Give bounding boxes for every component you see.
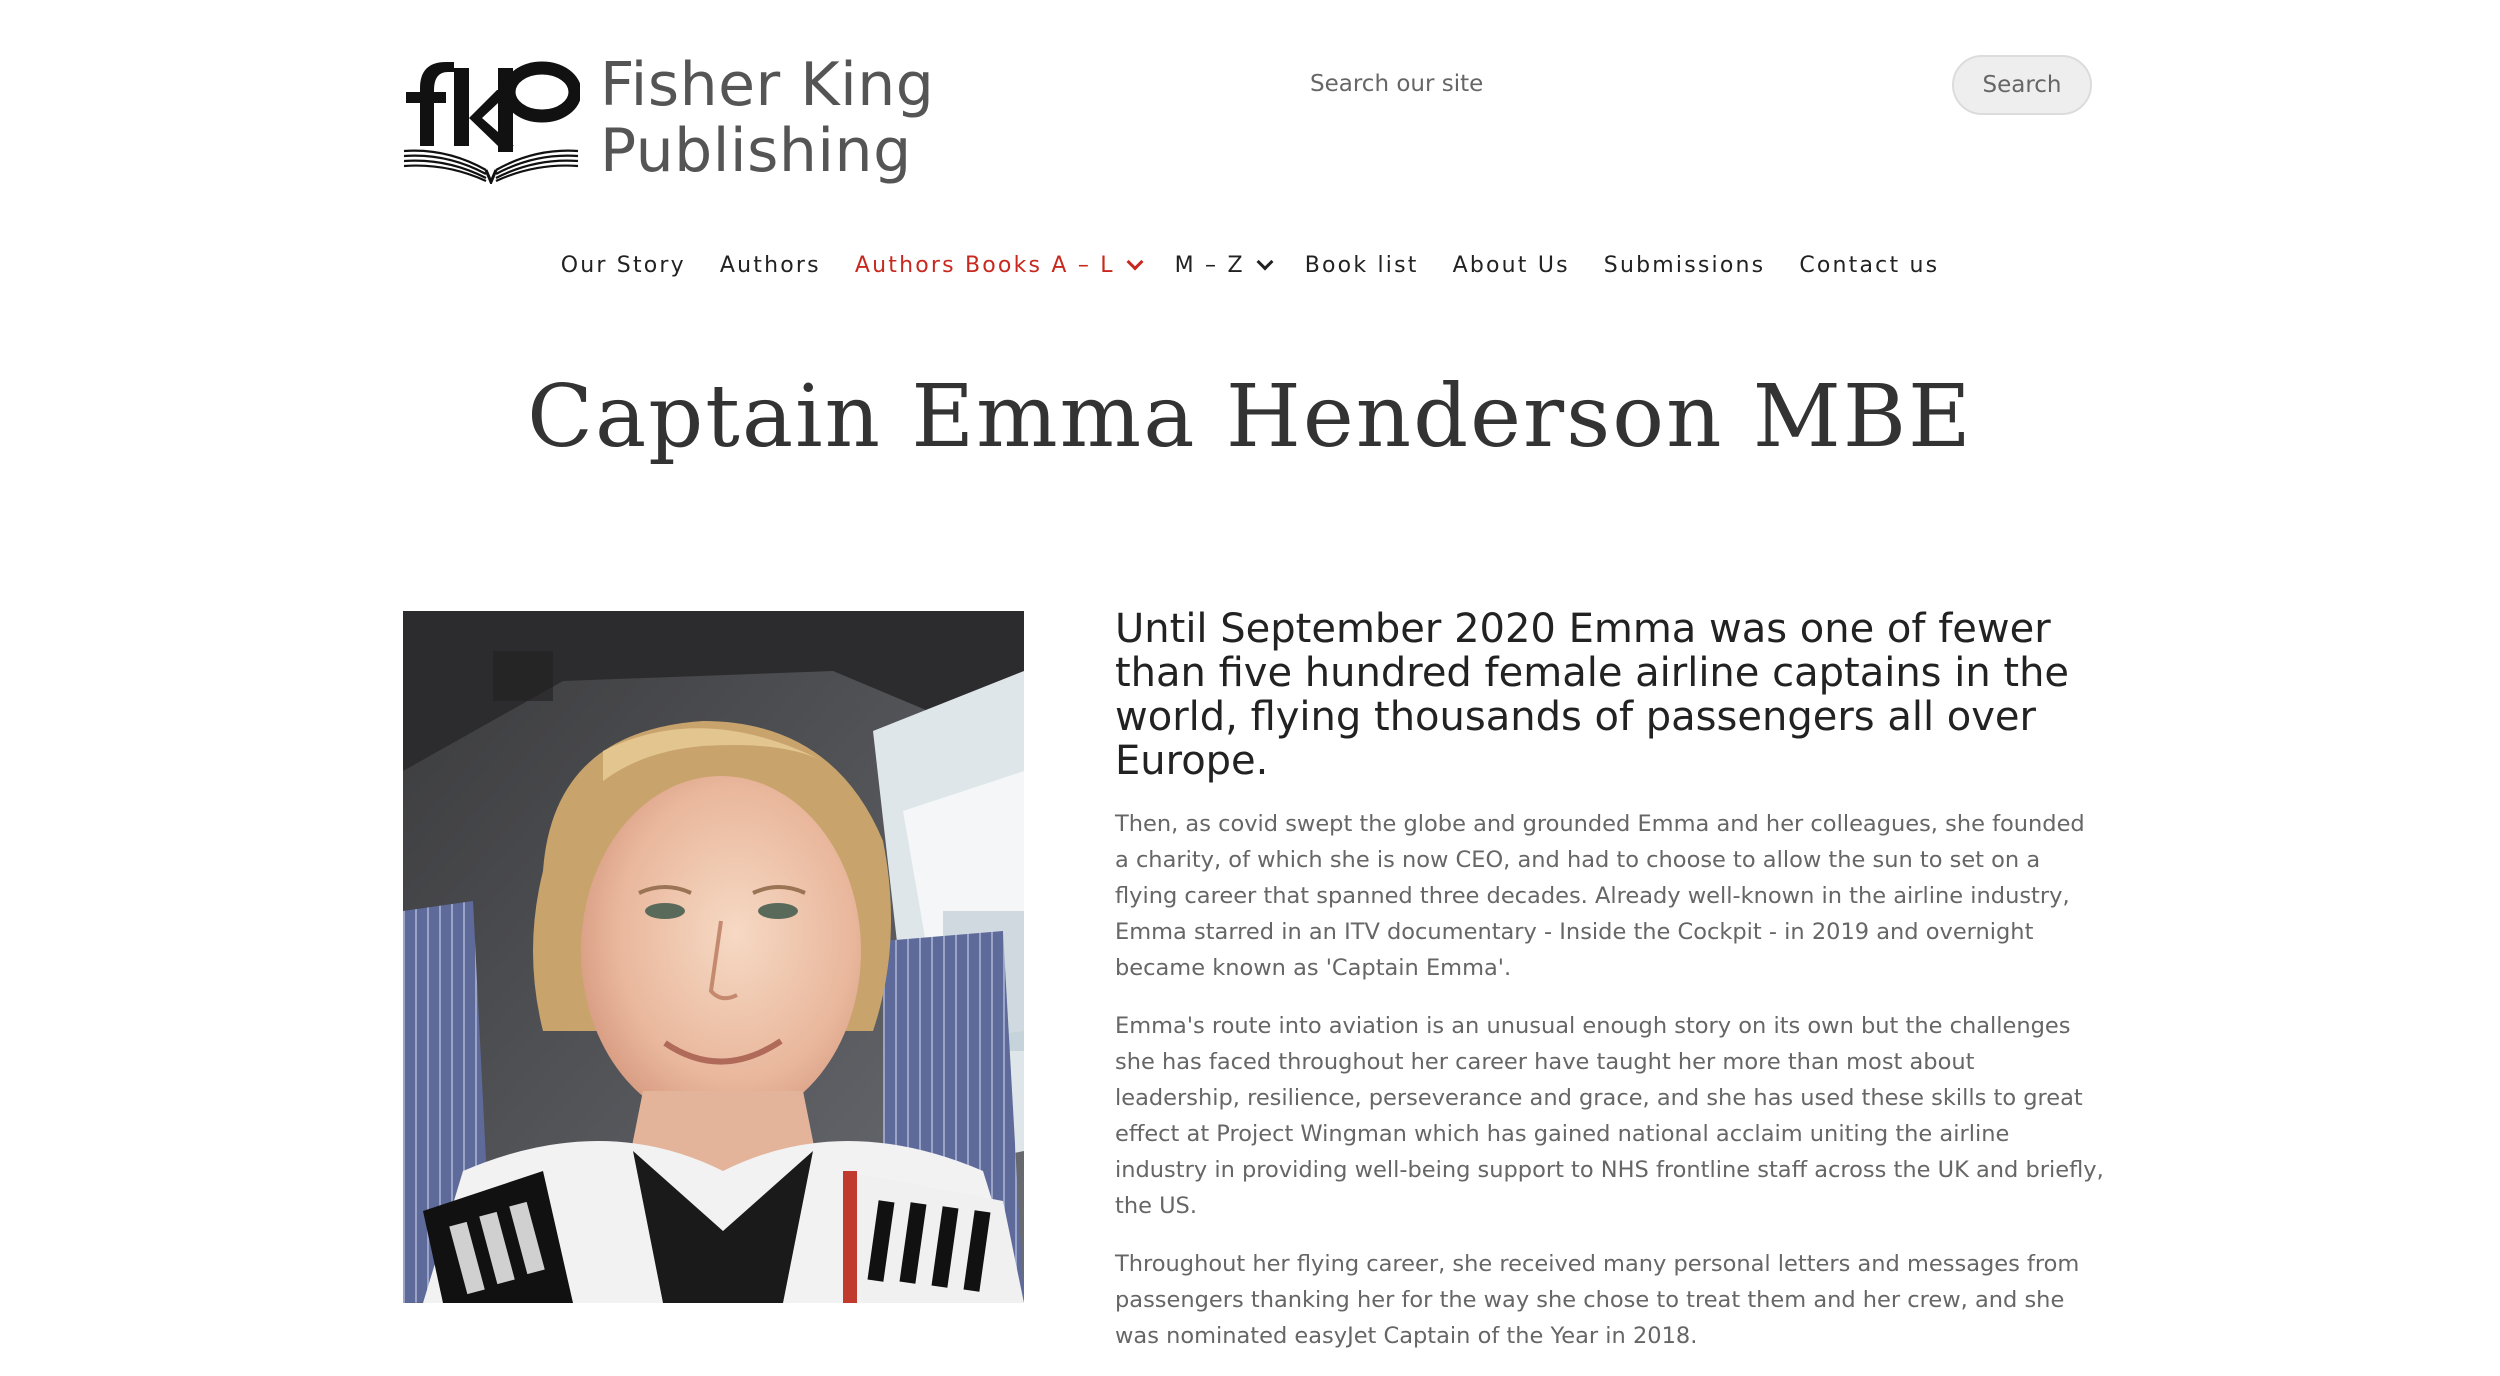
- bio-paragraph: Emma's route into aviation is an unusual enough story on its own but the challenges she has faced throughout her career have taught her more than most about leadership, resilience, perseverance and grace, and she has used these skills to great effect at Project Wingman which has gained national acclaim uniting the airline industry in providing well-being support to NHS frontline staff across the UK and briefly, the US.: [1115, 1013, 2104, 1219]
- page-title: Captain Emma Henderson MBE: [527, 367, 1973, 467]
- nav-contact-us[interactable]: [1799, 253, 1939, 278]
- logo-line-2: Publishing: [600, 116, 912, 186]
- fkp-logo-icon: [402, 54, 580, 184]
- nav-label: Submissions: [1603, 253, 1766, 278]
- search-button[interactable]: Search: [1952, 55, 2092, 115]
- nav-label: Contact us: [1799, 253, 1940, 278]
- nav-label: M – Z: [1174, 253, 1245, 278]
- nav-label: About Us: [1452, 253, 1570, 278]
- nav-label: Book list: [1304, 253, 1419, 278]
- logo-wordmark: [600, 52, 934, 184]
- nav-about-us[interactable]: [1453, 253, 1570, 278]
- nav-book-list[interactable]: [1305, 253, 1419, 278]
- chevron-down-icon: [1126, 254, 1143, 271]
- main-navigation: [0, 253, 2500, 278]
- nav-our-story[interactable]: [561, 253, 686, 278]
- nav-label: Authors: [719, 253, 821, 278]
- search-input[interactable]: [1294, 54, 1934, 114]
- bio-paragraph: Then, as covid swept the globe and grounded Emma and her colleagues, she founded a charity, of which she is now CEO, and had to choose to allow the sun to set on a flying career that spanned three decades. Already well-known in the airline industry, Emma starred in an ITV documentary - Inside the Cockpit - in 2019 and overnight became known as 'Captain Emma'.: [1115, 811, 2085, 981]
- nav-authors[interactable]: [720, 253, 821, 278]
- nav-authors-books-a-l[interactable]: [855, 253, 1141, 278]
- nav-label: Authors Books A – L: [854, 253, 1115, 278]
- nav-label: Our Story: [560, 253, 686, 278]
- author-photo: [403, 611, 1024, 1303]
- nav-m-z[interactable]: [1175, 253, 1271, 278]
- bio-paragraph: Throughout her flying career, she received many personal letters and messages from passengers thanking her for the way she chose to treat them and her crew, and she was nominated easyJet Captain of the Year in 2018.: [1115, 1251, 2080, 1349]
- nav-submissions[interactable]: [1604, 253, 1766, 278]
- intro-heading: Until September 2020 Emma was one of fewer than five hundred female airline captains in the world, flying thousands of passengers all over Europe.: [1115, 606, 2070, 784]
- author-biography: [1115, 806, 2105, 1376]
- logo-line-1: Fisher King: [600, 50, 935, 120]
- author-photo-illustration: [403, 611, 1024, 1303]
- chevron-down-icon: [1256, 254, 1273, 271]
- site-logo[interactable]: [402, 52, 934, 184]
